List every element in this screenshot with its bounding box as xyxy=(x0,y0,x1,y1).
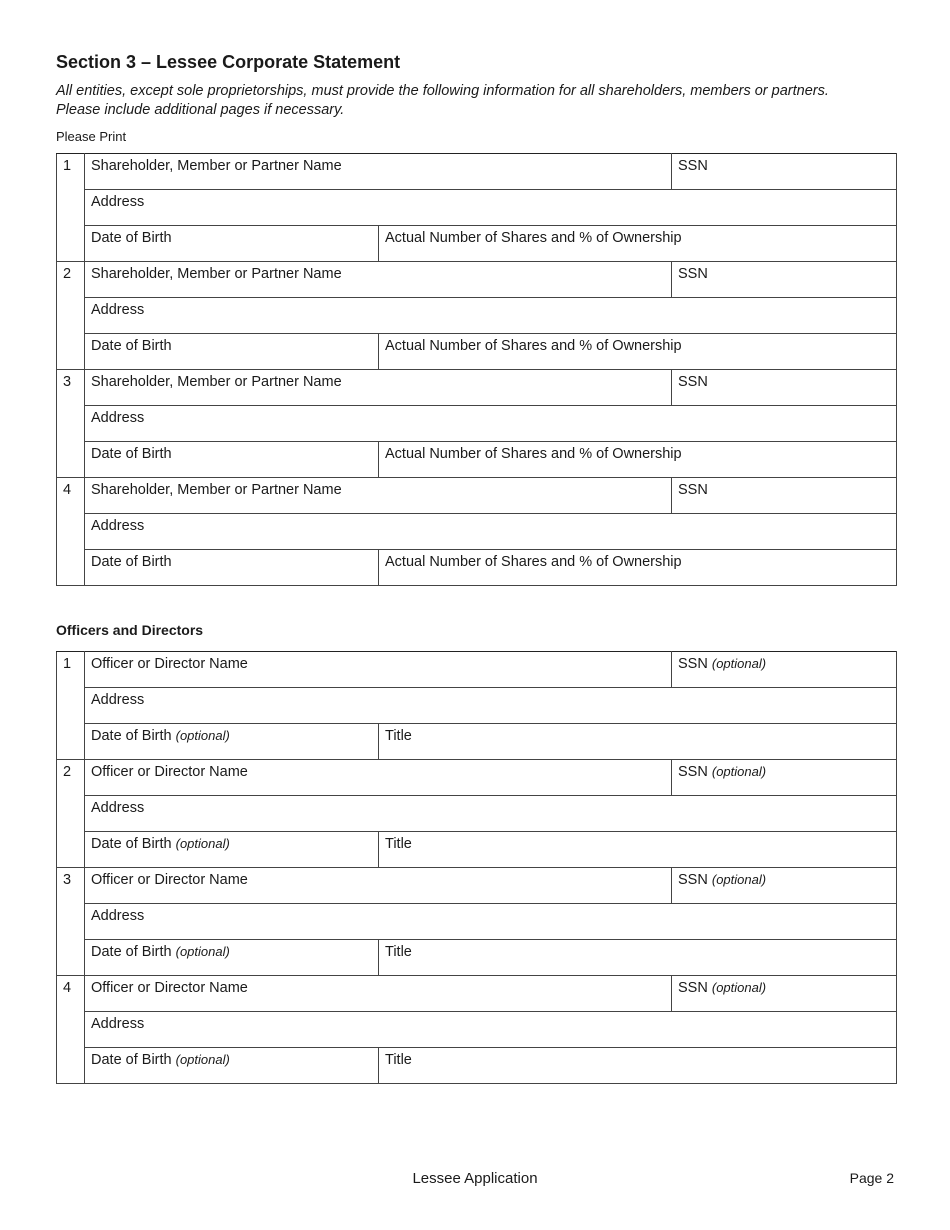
officer-dob-field[interactable] xyxy=(85,832,379,868)
shareholder-address-field[interactable]: Address xyxy=(85,514,897,550)
shareholder-dob-field[interactable]: Date of Birth xyxy=(85,226,379,262)
section-title: Section 3 – Lessee Corporate Statement xyxy=(56,52,401,72)
shareholders-table xyxy=(56,153,897,586)
instructions xyxy=(56,82,906,120)
officer-title-field[interactable]: Title xyxy=(379,832,897,868)
shareholder-name-field[interactable]: Shareholder, Member or Partner Name xyxy=(85,370,672,406)
footer-document-name: Lessee Application xyxy=(412,1170,538,1187)
shareholder-shares-field[interactable]: Actual Number of Shares and % of Ownership xyxy=(379,226,897,262)
officer-address-field[interactable]: Address xyxy=(85,904,897,940)
officer-dob-field[interactable] xyxy=(85,940,379,976)
officer-address-field[interactable]: Address xyxy=(85,688,897,724)
shareholder-address-field[interactable]: Address xyxy=(85,298,897,334)
officer-ssn-field[interactable] xyxy=(672,760,897,796)
officer-name-field[interactable]: Officer or Director Name xyxy=(85,976,672,1012)
officer-title-field[interactable]: Title xyxy=(379,1048,897,1084)
officer-name-field[interactable]: Officer or Director Name xyxy=(85,760,672,796)
shareholder-1-row-name xyxy=(57,154,897,190)
officer-number: 3 xyxy=(57,868,85,976)
officer-ssn-label: SSN xyxy=(678,980,708,996)
instructions-line-1: All entities, except sole proprietorships, must provide the following information for all shareholders, members or partners. xyxy=(56,83,829,99)
officer-dob-label: Date of Birth xyxy=(91,836,172,852)
shareholder-ssn-field[interactable]: SSN xyxy=(672,262,897,298)
officer-name-field[interactable]: Officer or Director Name xyxy=(85,652,672,688)
officer-ssn-label: SSN xyxy=(678,872,708,888)
shareholder-shares-field[interactable]: Actual Number of Shares and % of Ownership xyxy=(379,550,897,586)
shareholder-address-field[interactable]: Address xyxy=(85,406,897,442)
officer-dob-label: Date of Birth xyxy=(91,728,172,744)
optional-note: (optional) xyxy=(175,1052,230,1067)
shareholder-dob-field[interactable]: Date of Birth xyxy=(85,442,379,478)
shareholder-shares-field[interactable]: Actual Number of Shares and % of Ownership xyxy=(379,334,897,370)
officer-ssn-label: SSN xyxy=(678,764,708,780)
optional-note: (optional) xyxy=(175,728,230,743)
optional-note: (optional) xyxy=(711,980,767,995)
officers-heading: Officers and Directors xyxy=(56,622,204,638)
shareholder-address-field[interactable]: Address xyxy=(85,190,897,226)
instructions-line-2: Please include additional pages if necessary. xyxy=(56,102,345,118)
shareholder-dob-field[interactable]: Date of Birth xyxy=(85,334,379,370)
optional-note: (optional) xyxy=(711,656,767,671)
officer-number: 2 xyxy=(57,760,85,868)
officers-table xyxy=(56,651,897,1084)
officer-title-field[interactable]: Title xyxy=(379,724,897,760)
officer-number: 4 xyxy=(57,976,85,1084)
officer-address-field[interactable]: Address xyxy=(85,1012,897,1048)
shareholder-number: 4 xyxy=(57,478,85,586)
officer-dob-label: Date of Birth xyxy=(91,944,172,960)
officer-number: 1 xyxy=(57,652,85,760)
officer-title-field[interactable]: Title xyxy=(379,940,897,976)
please-print-note: Please Print xyxy=(56,129,127,144)
officer-address-field[interactable]: Address xyxy=(85,796,897,832)
shareholder-name-field[interactable]: Shareholder, Member or Partner Name xyxy=(85,262,672,298)
optional-note: (optional) xyxy=(711,764,767,779)
officer-ssn-field[interactable] xyxy=(672,652,897,688)
shareholder-name-field[interactable]: Shareholder, Member or Partner Name xyxy=(85,478,672,514)
optional-note: (optional) xyxy=(175,944,230,959)
officer-dob-label: Date of Birth xyxy=(91,1052,172,1068)
footer-page-number: Page 2 xyxy=(849,1170,894,1186)
officer-dob-field[interactable] xyxy=(85,1048,379,1084)
officer-ssn-field[interactable] xyxy=(672,976,897,1012)
shareholder-dob-field[interactable]: Date of Birth xyxy=(85,550,379,586)
shareholder-ssn-field[interactable]: SSN xyxy=(672,478,897,514)
officer-ssn-field[interactable] xyxy=(672,868,897,904)
officer-dob-field[interactable] xyxy=(85,724,379,760)
optional-note: (optional) xyxy=(175,836,230,851)
shareholder-ssn-field[interactable]: SSN xyxy=(672,370,897,406)
shareholder-number: 3 xyxy=(57,370,85,478)
officer-ssn-label: SSN xyxy=(678,656,708,672)
optional-note: (optional) xyxy=(711,872,767,887)
shareholder-number: 2 xyxy=(57,262,85,370)
officer-name-field[interactable]: Officer or Director Name xyxy=(85,868,672,904)
shareholder-name-field[interactable]: Shareholder, Member or Partner Name xyxy=(85,154,672,190)
shareholder-number: 1 xyxy=(57,154,85,262)
shareholder-shares-field[interactable]: Actual Number of Shares and % of Ownership xyxy=(379,442,897,478)
shareholder-ssn-field[interactable]: SSN xyxy=(672,154,897,190)
